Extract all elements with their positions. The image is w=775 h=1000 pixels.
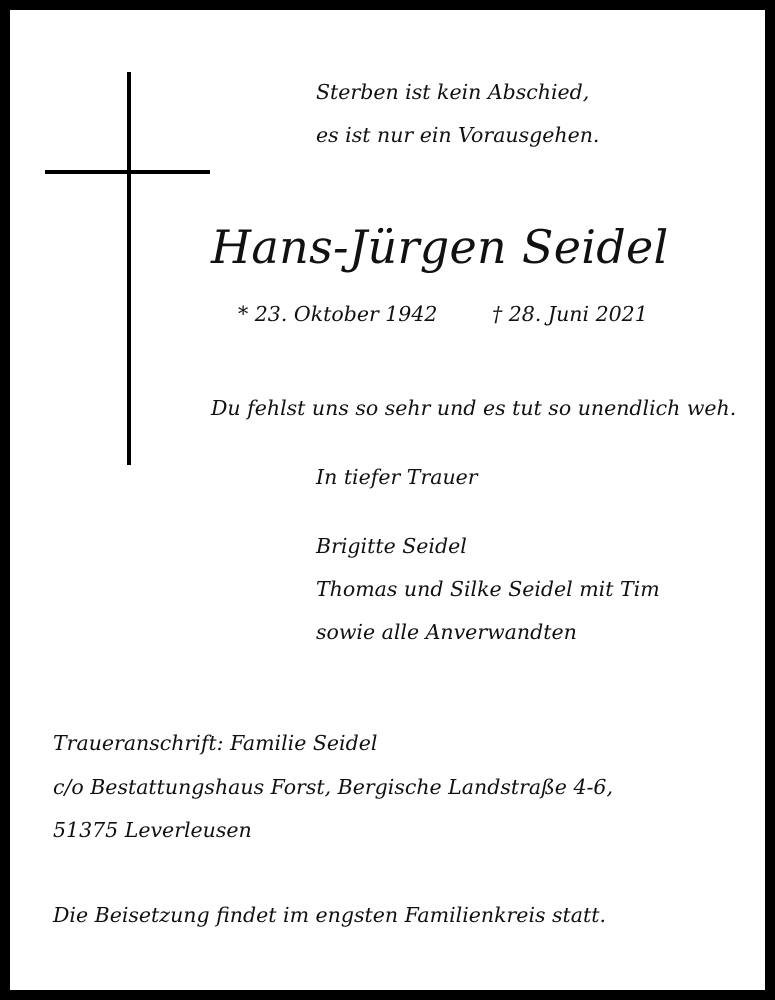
- sentiment-text: Du fehlst uns so sehr und es tut so unendlich weh.: [211, 396, 737, 420]
- verse-line-1: Sterben ist kein Abschied,: [316, 80, 590, 104]
- cross-icon-vertical-bar: [127, 72, 131, 465]
- mourner-name: Thomas und Silke Seidel mit Tim: [316, 577, 660, 601]
- verse-line-2: es ist nur ein Vorausgehen.: [316, 123, 600, 147]
- address-line-1: Traueranschrift: Familie Seidel: [53, 731, 378, 755]
- address-line-3: 51375 Leverleusen: [53, 818, 252, 842]
- birth-date: * 23. Oktober 1942: [238, 302, 438, 326]
- cross-icon-horizontal-bar: [45, 170, 210, 174]
- deceased-name: Hans-Jürgen Seidel: [211, 220, 669, 274]
- mourner-name: sowie alle Anverwandten: [316, 620, 577, 644]
- address-line-2: c/o Bestattungshaus Forst, Bergische Landstraße 4-6,: [53, 775, 613, 799]
- death-date: † 28. Juni 2021: [492, 302, 648, 326]
- burial-notice: Die Beisetzung findet im engsten Familienkreis statt.: [53, 903, 607, 927]
- mourners-intro: In tiefer Trauer: [316, 465, 478, 489]
- mourner-name: Brigitte Seidel: [316, 534, 467, 558]
